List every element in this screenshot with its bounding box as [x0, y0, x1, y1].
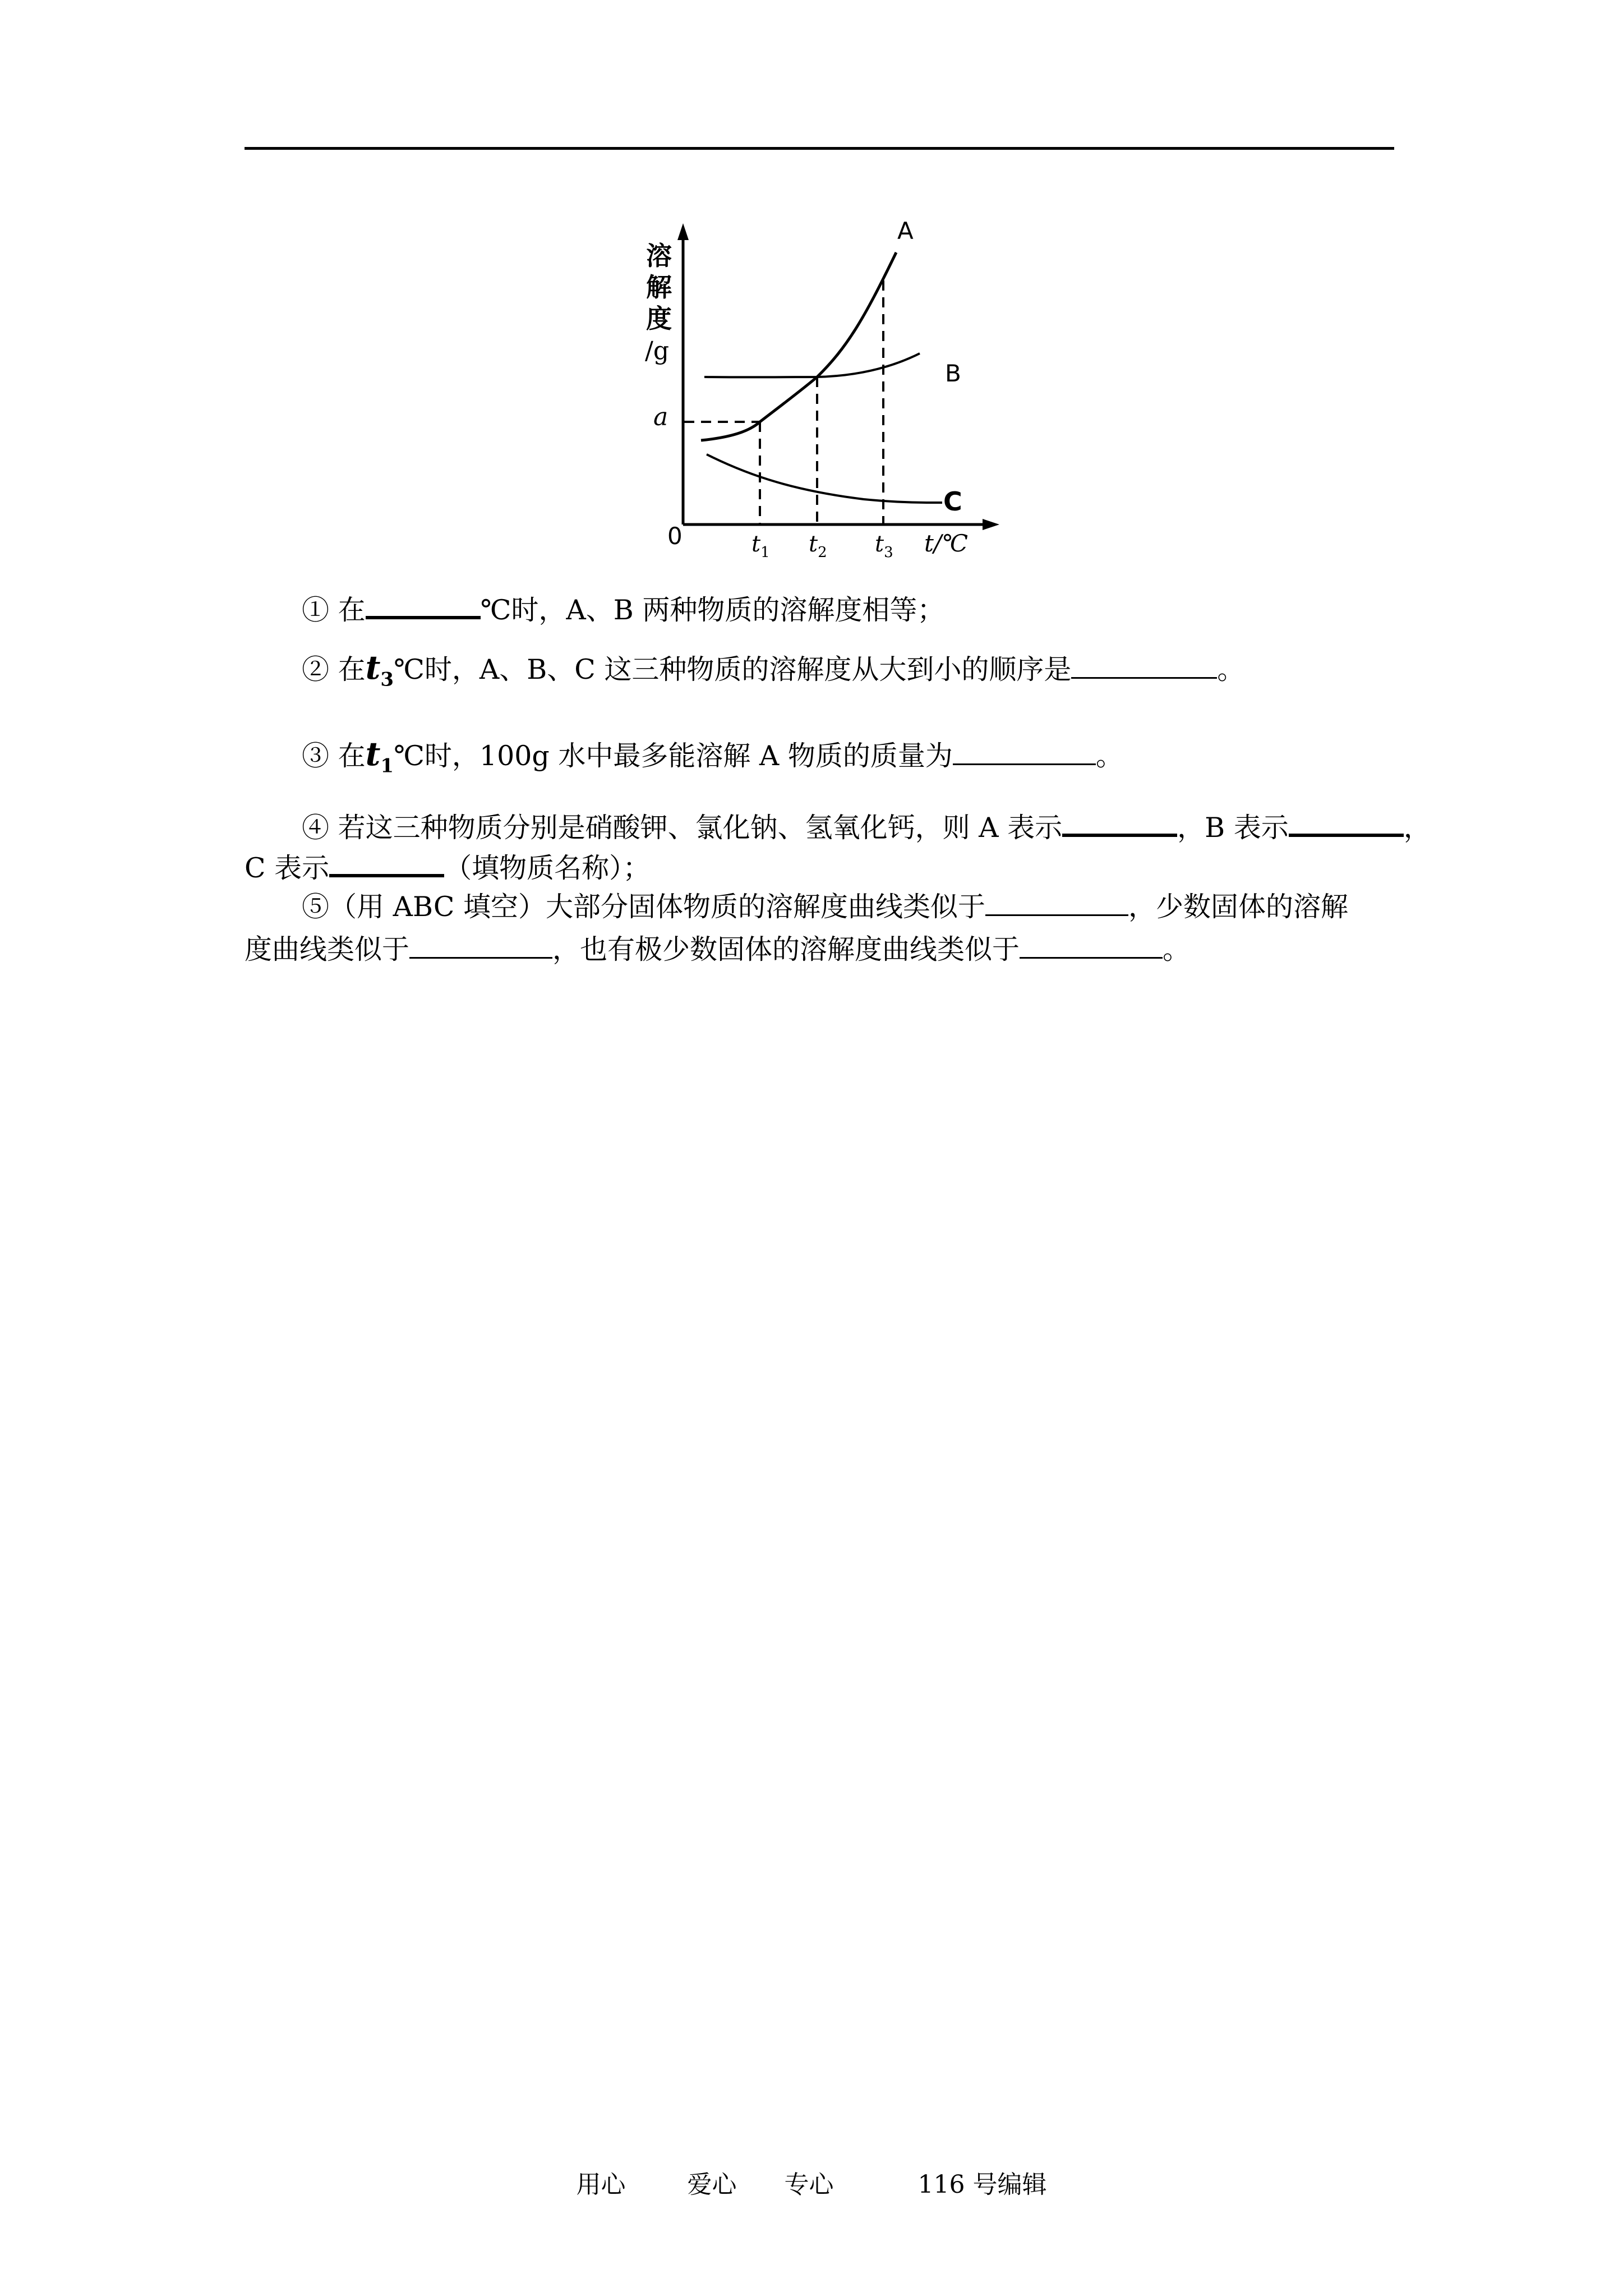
question-5-line-2: [245, 931, 1190, 967]
curve-label-a: A: [897, 217, 914, 245]
y-label-2: 解: [646, 272, 672, 302]
curve-b: [704, 353, 920, 377]
footer-d: 116 号编辑: [917, 2170, 1047, 2199]
curve-c: [707, 454, 931, 503]
x-tick-t1: $t_1$: [751, 531, 770, 561]
page-footer: [0, 2164, 1623, 2200]
q5-number: ⑤: [302, 891, 330, 923]
q5-text: （用 ABC 填空）大部分固体物质的溶解度曲线类似于: [329, 891, 985, 923]
q4-blank-a[interactable]: [1062, 808, 1177, 837]
y-label-3: 度: [646, 303, 672, 334]
q4-comma: ，: [1403, 812, 1431, 844]
q5-blank-1[interactable]: [985, 889, 1128, 916]
footer-b: 爱心: [687, 2170, 737, 2199]
question-4-line-2: [245, 848, 651, 885]
y-marker-a: a: [653, 403, 668, 431]
q5-end: 。: [1163, 933, 1191, 965]
x-tick-t3: $t_3$: [875, 531, 893, 561]
q3-end: 。: [1095, 740, 1123, 772]
footer-a: 用心: [576, 2170, 626, 2199]
y-label-4: /g: [645, 337, 669, 365]
q4-number: ④: [302, 812, 330, 844]
question-1: [302, 590, 944, 627]
q4-blank-b[interactable]: [1289, 808, 1404, 837]
question-5: [302, 889, 1348, 924]
q2-end: 。: [1217, 654, 1245, 685]
q4-b-label: ，B 表示: [1177, 812, 1289, 844]
q4-blank-c[interactable]: [329, 848, 444, 877]
q3-number: ③: [302, 740, 330, 772]
y-label-1: 溶: [646, 241, 672, 271]
origin-label: 0: [667, 522, 683, 550]
q5-blank-2[interactable]: [409, 931, 552, 959]
curve-label-c: C: [943, 486, 962, 517]
q3-post: ℃时，100g 水中最多能溶解 A 物质的质量为: [394, 740, 953, 772]
q1-post: ℃时，A、B 两种物质的溶解度相等；: [480, 594, 945, 626]
solubility-chart: [628, 213, 1009, 561]
q4-c-label: C 表示: [245, 852, 330, 884]
q5-mid: ，少数固体的溶解: [1128, 891, 1348, 923]
x-axis-label: t/℃: [924, 530, 969, 557]
q4-text: 若这三种物质分别是硝酸钾、氯化钠、氢氧化钙，则 A 表示: [338, 812, 1063, 844]
y-axis-arrow: [677, 223, 689, 240]
q2-pre: 在: [338, 654, 366, 685]
q3-var: $t_1$: [365, 735, 394, 777]
question-3: [302, 737, 1123, 783]
curve-a: [701, 252, 896, 440]
q2-number: ②: [302, 654, 330, 685]
footer-c: 专心: [784, 2170, 834, 2199]
q3-blank[interactable]: [953, 738, 1096, 765]
q2-post: ℃时，A、B、C 这三种物质的溶解度从大到小的顺序是: [394, 654, 1072, 685]
question-2: [302, 648, 1245, 697]
q5-blank-3[interactable]: [1020, 931, 1163, 959]
q3-pre: 在: [338, 740, 366, 772]
q1-number: ①: [302, 594, 330, 626]
x-tick-t2: $t_2$: [809, 531, 827, 561]
header-rule: [245, 147, 1394, 150]
x-axis-arrow: [983, 519, 999, 530]
q1-blank[interactable]: [366, 590, 481, 619]
q5-line2: 度曲线类似于: [245, 933, 410, 965]
q5-mid2: ，也有极少数固体的溶解度曲线类似于: [552, 933, 1020, 965]
q4-end: （填物质名称）；: [444, 852, 651, 884]
question-4: [302, 808, 1431, 845]
q1-pre: 在: [338, 594, 366, 626]
curve-label-b: B: [945, 360, 961, 387]
q2-var: $t_3$: [365, 648, 394, 691]
q2-blank[interactable]: [1071, 651, 1217, 679]
solubility-chart-svg: [628, 213, 1009, 561]
